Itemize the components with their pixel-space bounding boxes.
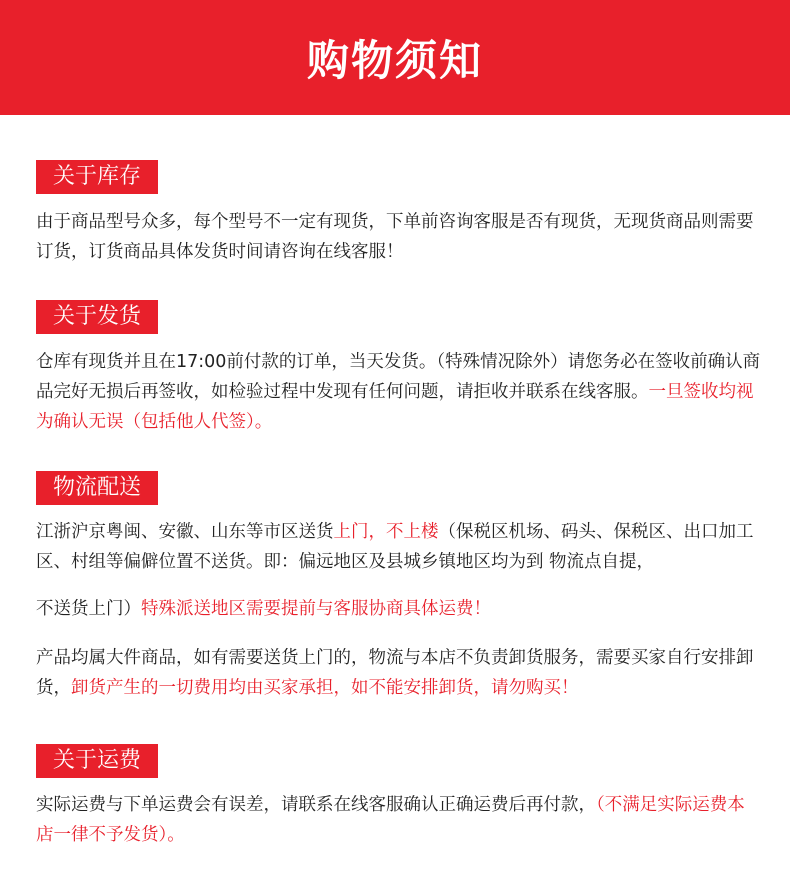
header-banner — [0, 0, 790, 115]
shipping-warning-text: 一旦签收均视为确认无误（包括他人代签）。 — [36, 382, 754, 432]
section-tag-freight: 关于运费 — [36, 744, 158, 778]
logistics-paragraph-2 — [36, 594, 761, 624]
logistics-text-1a: 江浙沪京粤闽、安徽、山东等市区送货 — [36, 522, 334, 542]
logistics-text-1b: （保税区机场、码头、保税区、出口加工区、村组等偏僻位置不送货。即：偏远地区及县城乡镇地区均为到 物流点自提， — [36, 522, 754, 572]
stock-paragraph — [36, 207, 761, 267]
logistics-red-1: 上门，不上楼 — [333, 522, 439, 542]
shipping-text: 仓库有现货并且在17:00前付款的订单，当天发货。（特殊情况除外）请您务必在签收前确认商品完好无损后再签收，如检验过程中发现有任何问题，请拒收并联系在线客服。 — [36, 352, 761, 402]
logistics-text-2a: 不送货上门） — [36, 599, 141, 619]
section-tag-shipping: 关于发货 — [36, 300, 158, 334]
shipping-paragraph — [36, 347, 761, 437]
stock-text: 由于商品型号众多，每个型号不一定有现货，下单前咨询客服是否有现货，无现货商品则需要订货，订货商品具体发货时间请咨询在线客服！ — [36, 212, 754, 262]
freight-text: 实际运费与下单运费会有误差，请联系在线客服确认正确运费后再付款， — [36, 795, 596, 815]
logistics-paragraph-1 — [36, 517, 761, 577]
freight-paragraph — [36, 790, 761, 850]
freight-warning-text: （不满足实际运费本店一律不予发货）。 — [36, 795, 745, 845]
logistics-paragraph-3 — [36, 643, 761, 703]
logistics-text-3a: 产品均属大件商品，如有需要送货上门的，物流与本店不负责卸货服务，需要买家自行安排卸货， — [36, 648, 754, 698]
logistics-red-2: 特殊派送地区需要提前与客服协商具体运费！ — [141, 599, 491, 619]
page-title: 购物须知 — [306, 35, 483, 85]
section-tag-logistics: 物流配送 — [36, 471, 158, 505]
logistics-red-3: 卸货产生的一切费用均由买家承担，如不能安排卸货，请勿购买！ — [71, 678, 579, 698]
section-tag-stock: 关于库存 — [36, 160, 158, 194]
